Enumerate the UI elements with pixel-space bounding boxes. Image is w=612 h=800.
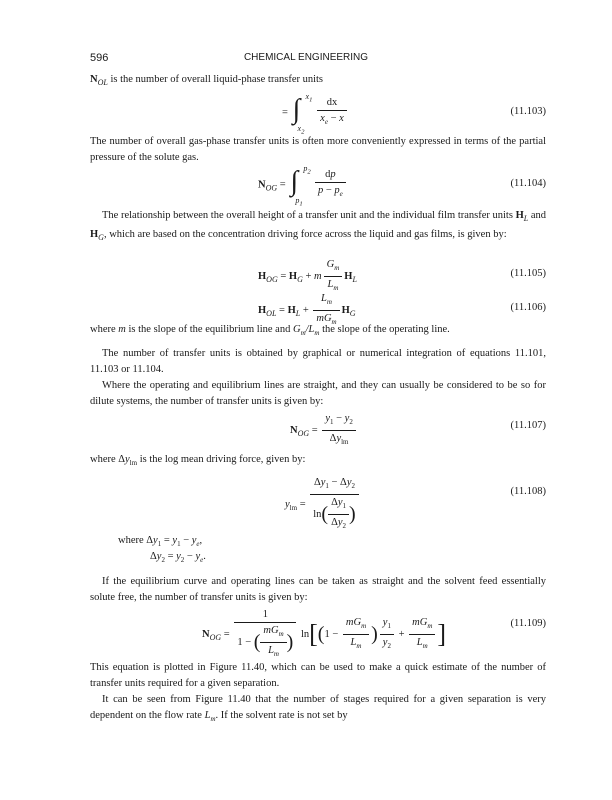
where-delta-y1: where $\Delta y_1 = y_1 - y_e$, (118, 535, 203, 549)
paragraph-nol-definition: $N_{OL}$ is the number of overall liquid-phase transfer units (90, 74, 324, 88)
page-number: 596 (90, 52, 109, 64)
paragraph-log-mean: where $\Delta y_{lm}$ is the log mean driving force, given by: (90, 454, 306, 468)
equation-11-106: $H_{OL} = H_L$ + $\frac{L_m}{mG_m}$ $H_G$ (258, 293, 356, 327)
equation-number-11-108: (11.108) (510, 486, 546, 497)
paragraph-solute-free: If the equilibrium curve and operating lines can be taken as straight and the solvent feed essentially solute free, the number of transfer units is given by: (90, 576, 546, 603)
equation-number-11-104: (11.104) (510, 178, 546, 189)
where-delta-y2: $\Delta y_2 = y_2 - y_e$. (150, 551, 206, 565)
equation-11-109: $N_{OG}$ = 1 1 − ( $\frac{mG_m}{L_m}$ ) ln[(1 − $\frac{mG_m}{L_m}$ ) $\frac{y_1}{y_2}$ + $\frac{mG_m}{L_m}$ ] (202, 609, 447, 659)
paragraph-htu-relationship: The relationship between the overall height of a transfer unit and the individual film transfer units $H_L$ and $H_G$, which are based on the concentration driving force across the liquid and gas films, is given by: (90, 210, 547, 243)
equation-number-11-107: (11.107) (510, 420, 546, 431)
paragraph-flow-rate: It can be seen from Figure 11.40 that the number of stages required for a given separation is very dependent on the flow rate $L_m$. If the solvent rate is not set by (90, 694, 546, 724)
equation-11-104: $N_{OG}$ = ∫ $p_2$ $p_1$ $\frac{dp}{p - p_e}$ (258, 168, 348, 202)
paragraph-straight-lines: Where the operating and equilibrium lines are straight, and they can usually be considered to be so for dilute systems, the number of transfer units is given by: (90, 380, 546, 407)
paragraph-gas-phase: The number of overall gas-phase transfer units is often more conveniently expressed in terms of the partial pressure of the solute gas. (90, 136, 546, 163)
equation-11-105: $H_{OG} = H_G + m$ $\frac{G_m}{L_m}$ $H_L$ (258, 259, 357, 293)
running-title: CHEMICAL ENGINEERING (243, 52, 369, 63)
equation-11-103: = ∫ $x_1$ $x_2$ $\frac{dx}{x_e - x}$ (282, 96, 349, 130)
paragraph-figure-reference: This equation is plotted in Figure 11.40, which can be used to make a quick estimate of the number of transfer units required for a given separation. (90, 662, 546, 689)
paragraph-slope-definition: where m is the slope of the equilibrium line and $G_m/L_m$ the slope of the operating line. (90, 324, 450, 338)
equation-number-11-109: (11.109) (510, 618, 546, 629)
equation-number-11-106: (11.106) (510, 302, 546, 313)
equation-number-11-105: (11.105) (510, 268, 546, 279)
equation-11-107: $N_{OG}$ = $\frac{y_1 - y_2}{\Delta y_{lm}}$ (290, 412, 358, 449)
equation-11-108: $y_{lm}$ = $\Delta y_1 - \Delta y_2$ ln( $\frac{\Delta y_1}{\Delta y_2}$ ) (285, 476, 361, 533)
equation-number-11-103: (11.103) (510, 106, 546, 117)
paragraph-integration: The number of transfer units is obtained by graphical or numerical integration of equations 11.101, 11.103 or 11.104. (90, 348, 546, 375)
